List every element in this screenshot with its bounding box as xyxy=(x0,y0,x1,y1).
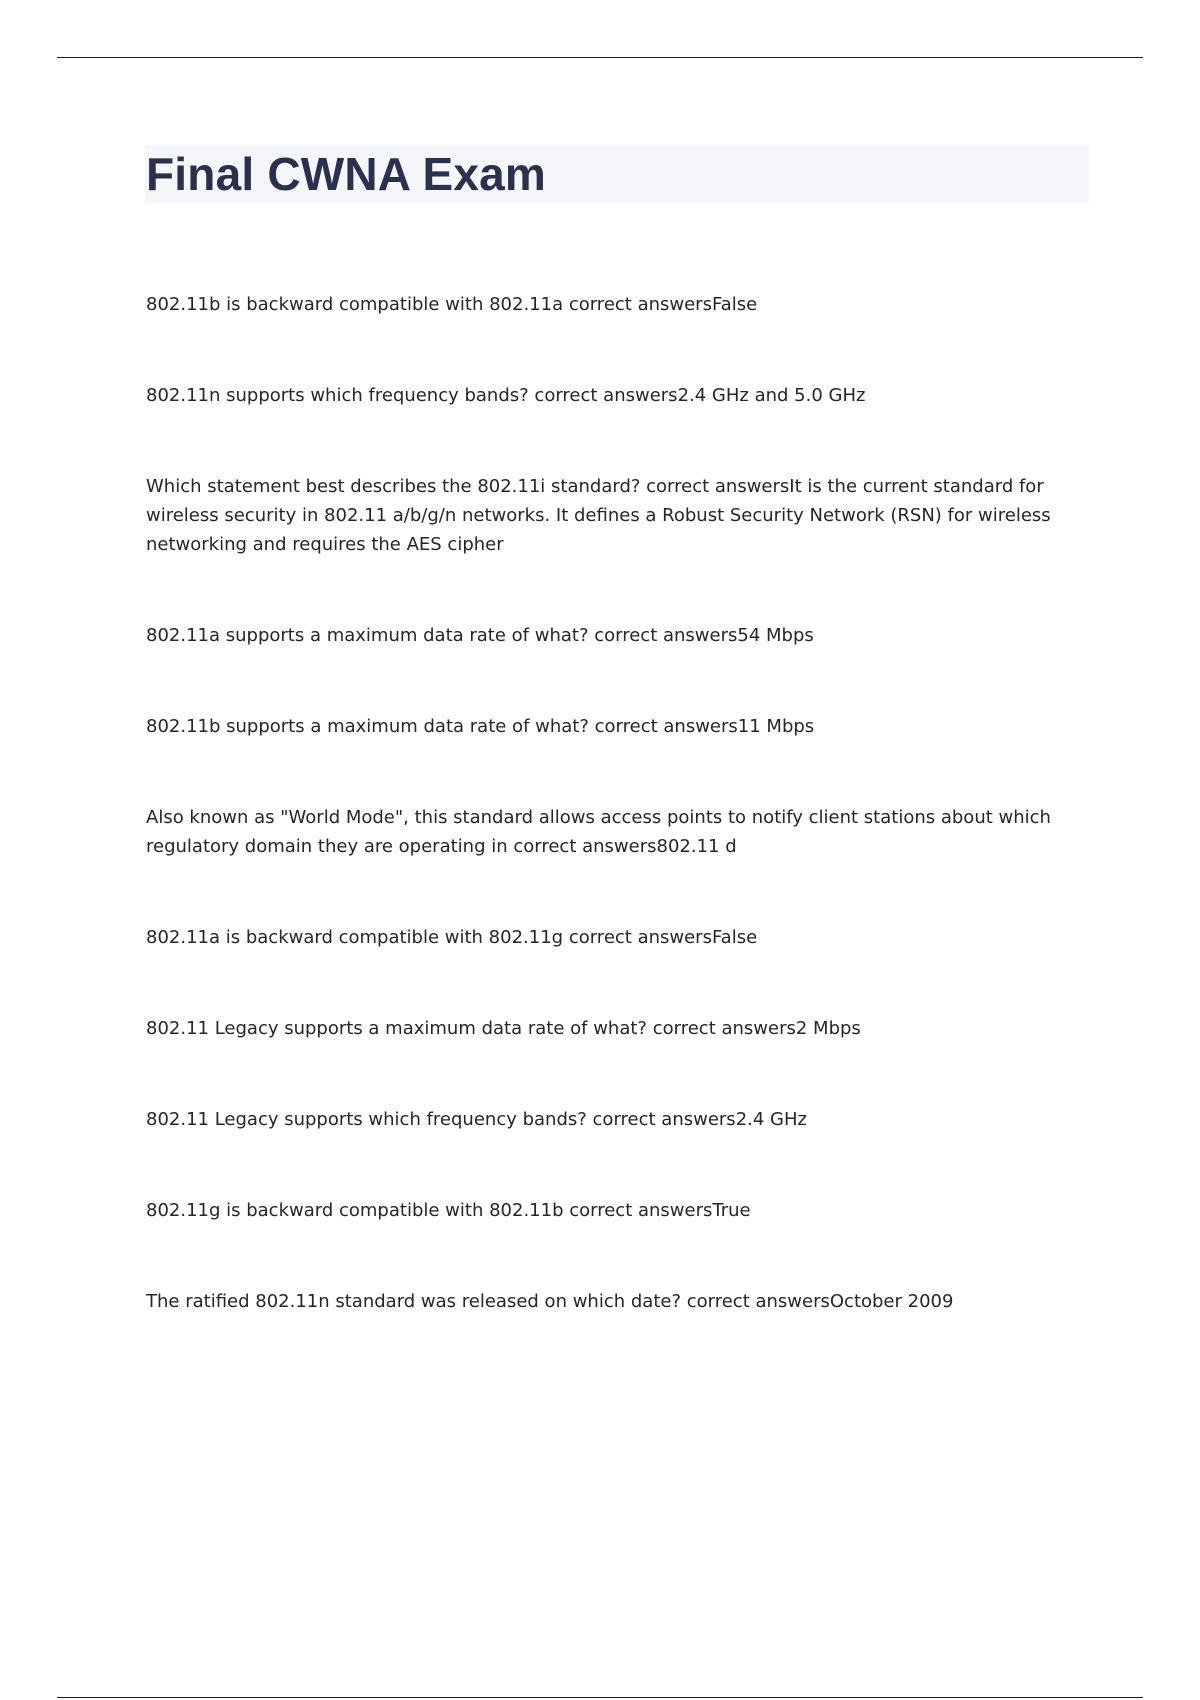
question-text: The ratified 802.11n standard was released on which date? xyxy=(146,1291,681,1312)
qa-item xyxy=(146,472,1066,559)
answer-text: 2 Mbps xyxy=(795,1018,861,1039)
question-text: Also known as "World Mode", this standard allows access points to notify client stations about which regulatory domain they are operating in xyxy=(146,807,1051,857)
answer-text: True xyxy=(712,1200,751,1221)
question-text: 802.11n supports which frequency bands? xyxy=(146,385,529,406)
answer-separator: correct answers xyxy=(563,1200,713,1221)
answer-separator: correct answers xyxy=(563,927,712,948)
question-text: Which statement best describes the 802.11i standard? xyxy=(146,476,641,497)
qa-item xyxy=(146,381,1066,410)
qa-item xyxy=(146,1287,1066,1316)
answer-text: False xyxy=(711,927,758,948)
answer-text: 11 Mbps xyxy=(737,716,815,737)
answer-separator: correct answers xyxy=(586,1109,736,1130)
answer-text: 2.4 GHz xyxy=(735,1109,807,1130)
question-text: 802.11g is backward compatible with 802.11b xyxy=(146,1200,564,1221)
answer-separator: correct answers xyxy=(563,294,712,315)
question-text: 802.11b is backward compatible with 802.11a xyxy=(146,294,564,315)
answer-text: October 2009 xyxy=(829,1291,954,1312)
question-text: 802.11a supports a maximum data rate of what? xyxy=(146,625,589,646)
answer-separator: correct answers xyxy=(647,1018,796,1039)
question-text: 802.11a is backward compatible with 802.11g xyxy=(146,927,564,948)
top-rule xyxy=(57,57,1143,58)
answer-separator: correct answers xyxy=(640,476,790,497)
answer-text: 54 Mbps xyxy=(737,625,814,646)
answer-separator: correct answers xyxy=(507,836,657,857)
qa-item xyxy=(146,1014,1066,1043)
bottom-rule xyxy=(57,1697,1143,1698)
answer-separator: correct answers xyxy=(681,1291,830,1312)
page-title: Final CWNA Exam xyxy=(146,148,547,200)
answer-text: 802.11 d xyxy=(656,836,737,857)
qa-item xyxy=(146,290,1066,319)
answer-separator: correct answers xyxy=(588,716,738,737)
question-text: 802.11 Legacy supports a maximum data rate of what? xyxy=(146,1018,647,1039)
question-text: 802.11 Legacy supports which frequency bands? xyxy=(146,1109,587,1130)
qa-item xyxy=(146,803,1066,861)
qa-item xyxy=(146,621,1066,650)
qa-item xyxy=(146,1196,1066,1225)
qa-item xyxy=(146,923,1066,952)
answer-text: 2.4 GHz and 5.0 GHz xyxy=(677,385,866,406)
answer-separator: correct answers xyxy=(528,385,678,406)
qa-item xyxy=(146,1105,1066,1134)
answer-text: False xyxy=(711,294,758,315)
answer-text: It is the current standard for wireless security in 802.11 a/b/g/n networks. It defines a Robust Security Network (RSN) for wireless networking and requires the AES cipher xyxy=(146,476,1051,555)
question-text: 802.11b supports a maximum data rate of what? xyxy=(146,716,589,737)
answer-separator: correct answers xyxy=(588,625,738,646)
qa-item xyxy=(146,712,1066,741)
qa-list xyxy=(146,290,1066,1316)
